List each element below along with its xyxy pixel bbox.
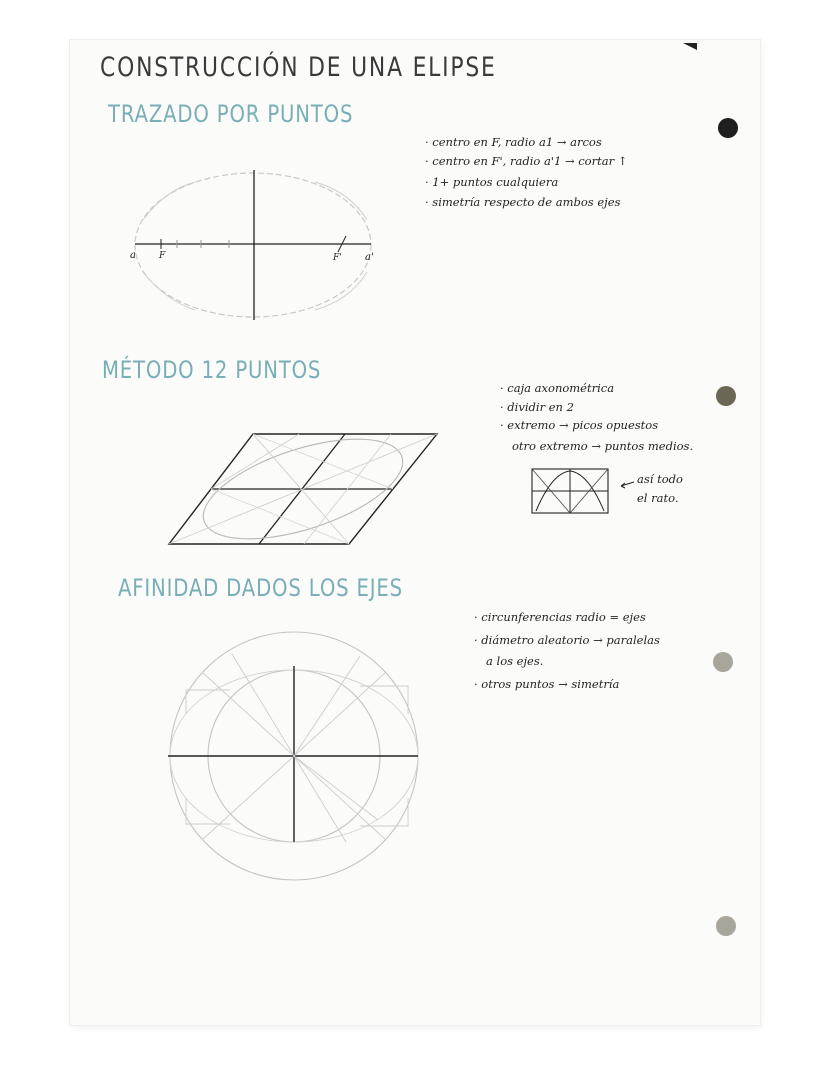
box-sketch-figure [528,465,613,517]
label-f: F [159,251,166,261]
binder-hole [718,118,738,138]
section-heading-afinidad: AFINIDAD DADOS LOS EJES [118,574,403,602]
binder-hole [713,652,733,672]
side-note-line: el rato. [637,491,679,505]
note-line: · dividir en 2 [500,400,574,414]
note-line: · 1+ puntos cualquiera [425,175,559,189]
side-note-line: así todo [637,472,683,486]
note-line: · extremo → picos opuestos [500,418,659,432]
section-heading-metodo: MÉTODO 12 PUNTOS [102,356,322,384]
note-line: · centro en F', radio a'1 → cortar ↑ [425,154,628,168]
label-a: a [130,250,136,261]
affinity-axes-figure [160,620,430,890]
note-line: a los ejes. [486,654,544,668]
note-line: · circunferencias radio = ejes [474,610,646,624]
binder-hole [716,916,736,936]
note-line: · simetría respecto de ambos ejes [425,195,621,209]
label-a-prime: a' [365,252,374,263]
arrow-icon [618,480,636,490]
ellipse-points-figure [125,160,385,330]
note-line: · otros puntos → simetría [474,677,620,691]
note-line: · centro en F, radio a1 → arcos [425,135,602,149]
page-corner-mark [683,43,697,50]
label-f-prime: F' [333,253,342,263]
section-heading-trazado: TRAZADO POR PUNTOS [108,100,354,128]
binder-hole [716,386,736,406]
note-line: otro extremo → puntos medios. [512,439,694,453]
page-title: CONSTRUCCIÓN DE UNA ELIPSE [100,52,497,83]
note-line: · diámetro aleatorio → paralelas [474,633,660,647]
note-line: · caja axonométrica [500,381,615,395]
twelve-points-figure [165,430,445,550]
